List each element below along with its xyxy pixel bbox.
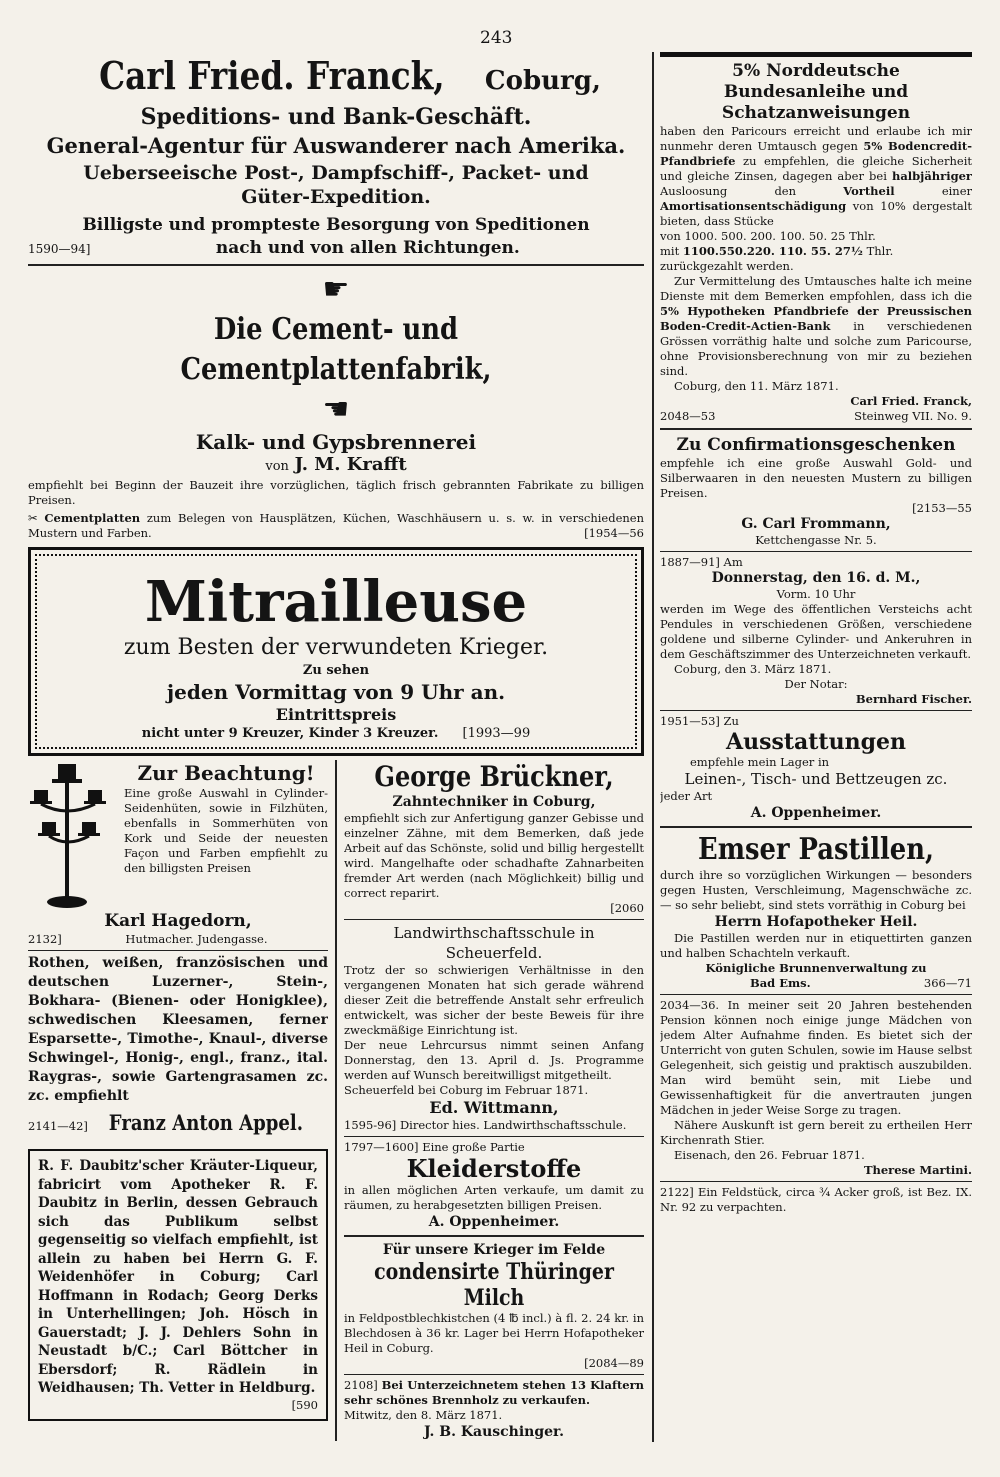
cement-title: Die Cement- und Cementplattenfabrik,: [180, 312, 492, 387]
divider: [28, 950, 328, 951]
kleider-ref: 1797—1600]: [344, 1140, 419, 1154]
appel-name: Franz Anton Appel.: [108, 1110, 304, 1135]
anleihe-ref: 2048—53: [660, 409, 716, 423]
mitrailleuse-price: nicht unter 9 Kreuzer, Kinder 3 Kreuzer.: [141, 726, 439, 741]
hat-stand-illustration: [28, 760, 120, 910]
anleihe-addr: Steinweg VII. No. 9.: [854, 409, 972, 423]
anleihe-row2a: mit: [660, 244, 680, 258]
anleihe-title: 5% Norddeutsche Bundesanleihe und Schatzanweisungen: [721, 61, 911, 123]
kleider-intro: Eine große Partie: [422, 1140, 525, 1154]
ad-holz: [344, 1378, 644, 1441]
mitrailleuse-sub: zum Besten der verwundeten Krieger.: [123, 635, 549, 660]
ad-brueckner: [344, 760, 644, 916]
anleihe-row1: von 1000. 500. 200. 100. 50. 25 Thlr.: [660, 229, 876, 243]
divider: [344, 919, 644, 920]
franck-line2: General-Agentur für Auswanderer nach Amerika.: [46, 133, 626, 158]
auction-date: Donnerstag, den 16. d. M.,: [711, 570, 921, 586]
hagedorn-name: Karl Hagedorn,: [104, 911, 252, 931]
emser-ref: 366—71: [923, 976, 972, 990]
landwirth-role: Director hies. Landwirthschaftsschule.: [399, 1118, 627, 1132]
martini-text: In meiner seit 20 Jahren bestehenden Pension können noch einige junge Mädchen von jedem Alter Aufnahme finden. Es bietet sich der Unterricht von guten Schulen, sowie im Hause selbst Gelegenheit, sich geistig und praktisch auszubilden. Man wird bemüht sein, mit Liebe und Gewissenhaftigkeit für die anvertrauten jungen Mädchen in jeder Weise Sorge zu tragen.: [660, 998, 972, 1117]
ad-kleider: [344, 1140, 644, 1231]
scissors-icon: ✂: [28, 511, 38, 525]
divider: [344, 1374, 644, 1375]
brueckner-title: Zahntechniker in Coburg,: [392, 794, 596, 810]
holz-name: J. B. Kauschinger.: [423, 1424, 565, 1440]
frommann-text: empfehle ich eine große Auswahl Gold- und Silberwaaren in den neuesten Mustern zu billigen Preisen.: [660, 456, 972, 500]
landwirth-text2: Der neue Lehrcursus nimmt seinen Anfang Donnerstag, den 13. April d. Js. Programme werden auf Wunsch bereitwilligst mitgetheilt.: [344, 1038, 644, 1082]
anleihe-text6: Zur Vermittelung des Umtausches halte ich meine Dienste mit dem Bemerken empfohlen, dass ich die: [660, 274, 972, 303]
ad-martini: [660, 998, 972, 1178]
holz-place: Mitwitz, den 8. März 1871.: [344, 1408, 503, 1422]
kleider-text: in allen möglichen Arten verkaufe, um damit zu räumen, zu herabgesetzten billigen Preisen.: [344, 1183, 644, 1212]
frommann-ref: [2153—55: [912, 501, 972, 515]
landwirth-title: Landwirthschaftsschule in Scheuerfeld.: [393, 924, 595, 962]
ausstattungen-name: A. Oppenheimer.: [750, 805, 882, 821]
hagedorn-job: Hutmacher. Judengasse.: [125, 932, 268, 946]
ad-daubitz: [28, 1149, 328, 1421]
ausstattungen-title: Ausstattungen: [726, 729, 906, 755]
ad-ausstattungen: [660, 714, 972, 822]
ad-feldstueck: [660, 1185, 972, 1215]
kleider-name: A. Oppenheimer.: [428, 1214, 560, 1230]
daubitz-ref: [590: [291, 1397, 318, 1412]
emser-name: Herrn Hofapotheker Heil.: [714, 914, 918, 930]
mitrailleuse-seen: Zu sehen: [302, 663, 370, 678]
pointing-hand-icon: ☛: [322, 272, 350, 307]
ad-auction: [660, 555, 972, 707]
holz-ref: 2108]: [344, 1378, 378, 1392]
mitrailleuse-when: jeden Vormittag von 9 Uhr an.: [166, 680, 506, 704]
emser-text1: durch ihre so vorzüglichen Wirkungen — besonders gegen Husten, Verschleimung, Magenschwäche zc. — so sehr beliebt, sind stets vorräthig in Coburg bei: [660, 868, 972, 912]
subcolumn-b: [344, 760, 644, 1441]
left-subcolumns: [28, 760, 644, 1441]
frommann-title: Zu Confirmationsgeschenken: [676, 435, 956, 455]
divider: [344, 1136, 644, 1137]
anleihe-text3b: einer: [941, 184, 972, 198]
feldstueck-text: Ein Feldstück, circa ¾ Acker groß, ist Bez. IX. Nr. 92 zu verpachten.: [660, 1185, 972, 1214]
auction-name: Bernhard Fischer.: [855, 692, 972, 706]
brueckner-ref: [2060: [610, 901, 644, 915]
franck-name: Carl Fried. Franck,: [99, 53, 445, 98]
landwirth-ref: 1595-96]: [344, 1118, 397, 1132]
left-column: [28, 52, 644, 1441]
landwirth-name: Ed. Wittmann,: [429, 1098, 559, 1117]
cement-owner: J. M. Krafft: [294, 454, 407, 475]
hagedorn-ref: 2132]: [28, 932, 62, 946]
anleihe-bold4: Amortisationsentschädigung: [660, 199, 847, 213]
anleihe-text2: zu empfehlen, die gleiche Sicherheit und gleiche Zinsen, dagegen aber bei: [660, 154, 972, 183]
right-column: [660, 52, 972, 1215]
ad-emser: [660, 832, 972, 991]
appel-text: Rothen, weißen, französischen und deutschen Luzerner-, Stein-, Bokhara- (Bienen- oder Honigklee), schwedischen Kleesamen, ferner Esparsette-, Timothe-, Knaul-, diverse Schwingel-, Honig-, engl., franz., ital. Raygras-, sowie Gartengrasamen zc. zc. empfiehlt: [28, 955, 328, 1104]
ausstattungen-text: empfehle mein Lager in: [690, 755, 830, 769]
holz-text: Bei Unterzeichnetem stehen 13 Klaftern sehr schönes Brennholz zu verkaufen.: [344, 1378, 644, 1407]
ad-anleihe: [660, 61, 972, 424]
franck-line1: Speditions- und Bank-Geschäft.: [140, 104, 532, 130]
daubitz-text: R. F. Daubitz'scher Kräuter-Liqueur, fabricirt vom Apotheker R. F. Daubitz in Berlin, dessen Gebrauch sich das Publikum selbst gegenseitig so vielfach empfiehlt, ist allein zu haben bei Herrn G. F. Weidenhöfer in Coburg; Carl Hoffmann in Rodach; Georg Derks in Unterhellingen; Joh. Hösch in Gauerstadt; J. J. Dehlers Sohn in Neustadt b/C.; Carl Böttcher in Ebersdorf; R. Rädlein in Weidhausen; Th. Vetter in Heldburg.: [38, 1158, 318, 1396]
milch-ref: [2084—89: [584, 1356, 644, 1370]
franck-line3: Ueberseeische Post-, Dampfschiff-, Packet- und Güter-Expedition.: [83, 162, 589, 208]
martini-ref: 2034—36.: [660, 998, 720, 1012]
page-number: 243: [480, 28, 513, 48]
landwirth-text1: Trotz der so schwierigen Verhältnisse in den vergangenen Monaten hat sich gerade während dieser Zeit die betreffende Anstalt sehr erfreulich entwickelt, was sicher der beste Beweis für ihre zweckmäßige Einrichtung ist.: [344, 963, 644, 1037]
frommann-name: G. Carl Frommann,: [741, 516, 891, 532]
ausstattungen-zu: Zu: [723, 714, 739, 728]
auction-place: Coburg, den 3. März 1871.: [674, 662, 832, 676]
cement-text2a: Cementplatten: [44, 511, 141, 525]
auction-time: Vorm. 10 Uhr: [776, 587, 856, 601]
martini-place: Eisenach, den 26. Februar 1871.: [674, 1148, 865, 1162]
feldstueck-ref: 2122]: [660, 1185, 694, 1199]
hagedorn-text: Eine große Auswahl in Cylinder-Seidenhüten, sowie in Filzhüten, ebenfalls in Sommerhüten von Kork und Seide der neuesten Façon und Farben empfiehlt zu den billigsten Preisen: [124, 786, 328, 875]
ausstattungen-goods: Leinen-, Tisch- und Bettzeugen zc.: [684, 770, 948, 788]
hagedorn-title: Zur Beachtung!: [137, 761, 315, 785]
divider: [28, 264, 644, 266]
ad-mitrailleuse: [28, 547, 644, 756]
franck-line4a: Billigste und prompteste Besorgung von Speditionen: [82, 215, 590, 235]
frommann-addr: Kettchengasse Nr. 5.: [755, 533, 877, 547]
brueckner-name: George Brückner,: [374, 760, 614, 793]
subcolumn-a: [28, 760, 328, 1441]
ad-franck: [28, 54, 644, 260]
emser-admin: Königliche Brunnenverwaltung zu: [705, 961, 927, 975]
ad-cement: [28, 270, 644, 541]
anleihe-bold3: Vortheil: [843, 184, 895, 198]
mitrailleuse-ref: [1993—99: [462, 726, 531, 741]
auction-role: Der Notar:: [784, 677, 848, 691]
divider: [660, 1181, 972, 1182]
ausstattungen-ref: 1951—53]: [660, 714, 720, 728]
cement-von: von: [265, 459, 289, 474]
divider: [660, 994, 972, 995]
divider: [344, 1235, 644, 1237]
ad-frommann: [660, 434, 972, 548]
emser-text2: Die Pastillen werden nur in etiquettirten ganzen und halben Schachteln verkauft.: [660, 931, 972, 960]
landwirth-text3: Scheuerfeld bei Coburg im Februar 1871.: [344, 1083, 589, 1097]
auction-ref: 1887—91]: [660, 555, 720, 569]
emser-title: Emser Pastillen,: [698, 832, 934, 867]
subcolumn-divider: [335, 760, 337, 1441]
divider: [660, 52, 972, 57]
divider: [660, 428, 972, 430]
franck-ref: 1590—94]: [28, 242, 91, 256]
brueckner-text: empfiehlt sich zur Anfertigung ganzer Gebisse und einzelner Zähne, mit dem Bemerken, daß jede Arbeit auf das Schönste, solid und billig hergestellt wird. Mangelhafte oder schadhafte Zahnarbeiten fremder Art werden (nach Möglichkeit) billig und correct reparirt.: [344, 811, 644, 900]
column-divider: [652, 52, 654, 1442]
cement-ref: [1954—56: [584, 526, 644, 540]
mitrailleuse-title: Mitrailleuse: [144, 569, 528, 635]
franck-line4b: nach und von allen Richtungen.: [215, 238, 520, 258]
milch-title: condensirte Thüringer Milch: [374, 1259, 614, 1311]
anleihe-row2c: Thlr.: [866, 244, 894, 258]
cement-text2b: zum Belegen von Hausplätzen, Küchen, Waschhäusern u. s. w. in verschiedenen Mustern und Farben.: [28, 511, 644, 540]
martini-name: Therese Martini.: [863, 1163, 972, 1177]
emser-place: Bad Ems.: [750, 976, 811, 990]
anleihe-bold2: halbjähriger: [891, 169, 972, 183]
milch-head: Für unsere Krieger im Felde: [382, 1242, 606, 1258]
appel-ref: 2141—42]: [28, 1119, 88, 1133]
ad-landwirth: [344, 923, 644, 1133]
anleihe-text1: haben den Paricours erreicht und erlaube ich mir nunmehr deren Umtausch gegen: [660, 124, 972, 153]
anleihe-bold1: 5% Bodencredit-Pfandbriefe: [660, 139, 972, 168]
ad-milch: [344, 1241, 644, 1371]
anleihe-text3: Ausloosung den: [660, 184, 797, 198]
anleihe-text4: von 10% dergestalt bieten, dass Stücke: [660, 199, 972, 228]
anleihe-text7: in verschiedenen Grössen vorräthig halte und solche zum Paricourse, ohne Provisionsberechnung von mir zu beziehen sind.: [660, 319, 972, 378]
divider: [660, 826, 972, 828]
anleihe-text5: zurückgezahlt werden.: [660, 259, 794, 273]
auction-text: werden im Wege des öffentlichen Versteichs acht Pendules in verschiedenen Größen, verschiedene goldene und silberne Cylinder- und Ankeruhren in dem Geschäftszimmer des Unterzeichneten verkauft.: [660, 602, 972, 661]
franck-city: Coburg,: [484, 66, 601, 96]
anleihe-row2b: 1100.550.220. 110. 55. 27½: [682, 244, 863, 258]
anleihe-name: Carl Fried. Franck,: [850, 394, 972, 408]
kleider-title: Kleiderstoffe: [406, 1154, 582, 1183]
mitrailleuse-entry: Eintrittspreis: [275, 705, 397, 724]
milch-text: in Feldpostblechkistchen (4 ℔ incl.) à fl. 2. 24 kr. in Blechdosen à 36 kr. Lager bei Herrn Hofapotheker Heil in Coburg.: [344, 1311, 644, 1355]
cement-text1: empfiehlt bei Beginn der Bauzeit ihre vorzüglichen, täglich frisch gebrannten Fabrikate zu billigen Preisen.: [28, 478, 644, 507]
ad-hagedorn: [28, 760, 328, 947]
cement-sub: Kalk- und Gypsbrennerei: [195, 430, 477, 454]
ausstattungen-any: jeder Art: [660, 789, 713, 803]
anleihe-date: Coburg, den 11. März 1871.: [674, 379, 839, 393]
martini-text2: Nähere Auskunft ist gern bereit zu ertheilen Herr Kirchenrath Stier.: [660, 1118, 972, 1147]
anleihe-bold5: 5% Hypotheken Pfandbriefe der Preussischen Boden-Credit-Actien-Bank: [660, 304, 972, 333]
divider: [660, 710, 972, 711]
pointing-hand-icon: ☚: [322, 392, 350, 427]
divider: [660, 551, 972, 552]
auction-am: Am: [723, 555, 743, 569]
ad-appel: [28, 954, 328, 1135]
